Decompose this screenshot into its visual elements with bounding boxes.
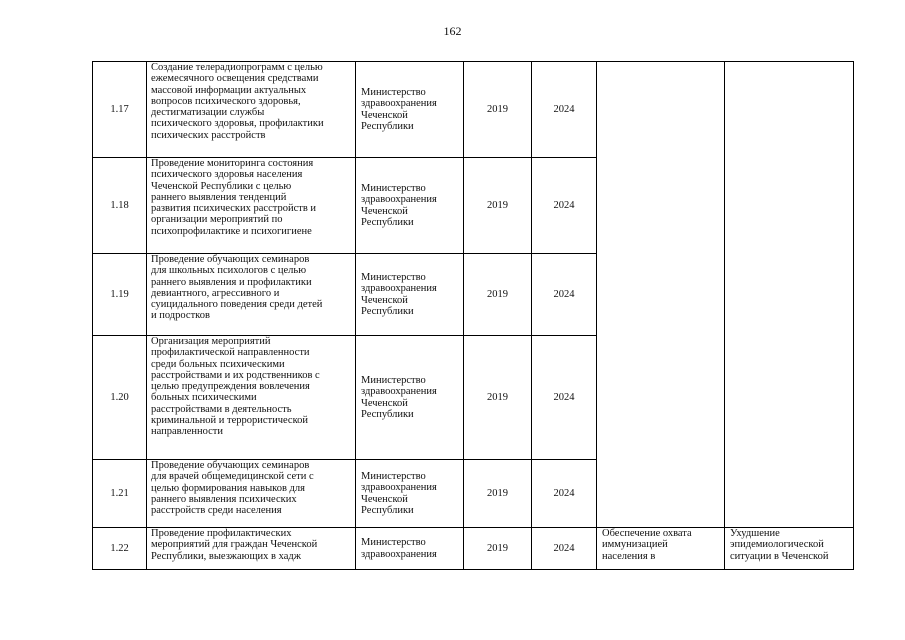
risk-merged-empty (725, 62, 854, 528)
end-year: 2024 (532, 158, 597, 254)
row-number: 1.21 (93, 460, 147, 528)
executor: Министерство здравоохранения Чеченской Республики (356, 254, 464, 336)
start-year: 2019 (464, 62, 532, 158)
action-description: Проведение обучающих семинаров для врачей общемедицинской сети с целью формирования навыков для раннего выявления психических расстройств среди населения (147, 460, 356, 528)
end-year: 2024 (532, 528, 597, 570)
end-year: 2024 (532, 62, 597, 158)
executor: Министерство здравоохранения Чеченской Республики (356, 62, 464, 158)
start-year: 2019 (464, 460, 532, 528)
end-year: 2024 (532, 460, 597, 528)
executor: Министерство здравоохранения (356, 528, 464, 570)
action-description: Проведение мониторинга состояния психического здоровья населения Чеченской Республики с целью раннего выявления тенденций развития психических расстройств и организации мероприятий по психопрофилактике и психогигиене (147, 158, 356, 254)
action-plan-table (92, 61, 854, 570)
action-description: Создание телерадиопрограмм с целью ежемесячного освещения средствами массовой информации актуальных вопросов психического здоровья, дестигматизации службы психического здоровья, профилактики психических расстройств (147, 62, 356, 158)
table-row (93, 62, 854, 158)
row-number: 1.18 (93, 158, 147, 254)
executor: Министерство здравоохранения Чеченской Республики (356, 460, 464, 528)
start-year: 2019 (464, 158, 532, 254)
executor: Министерство здравоохранения Чеченской Республики (356, 158, 464, 254)
start-year: 2019 (464, 254, 532, 336)
end-year: 2024 (532, 336, 597, 460)
expected-result: Обеспечение охвата иммунизацией населения в (597, 528, 725, 570)
row-number: 1.22 (93, 528, 147, 570)
row-number: 1.17 (93, 62, 147, 158)
table-row (93, 528, 854, 570)
action-description: Проведение обучающих семинаров для школьных психологов с целью раннего выявления и профилактики девиантного, агрессивного и суицидального поведения среди детей и подростков (147, 254, 356, 336)
executor: Министерство здравоохранения Чеченской Республики (356, 336, 464, 460)
start-year: 2019 (464, 528, 532, 570)
row-number: 1.20 (93, 336, 147, 460)
page-number: 162 (443, 24, 462, 38)
risk-description: Ухудшение эпидемиологической ситуации в Чеченской (725, 528, 854, 570)
action-description: Организация мероприятий профилактической направленности среди больных психическими расстройствами и их родственников с целью предупреждения вовлечения больных психическими расстройствами в деятельность криминальной и террористической направленности (147, 336, 356, 460)
action-description: Проведение профилактических мероприятий для граждан Чеченской Республики, выезжающих в хадж (147, 528, 356, 570)
start-year: 2019 (464, 336, 532, 460)
expected-result-merged-empty (597, 62, 725, 528)
end-year: 2024 (532, 254, 597, 336)
row-number: 1.19 (93, 254, 147, 336)
